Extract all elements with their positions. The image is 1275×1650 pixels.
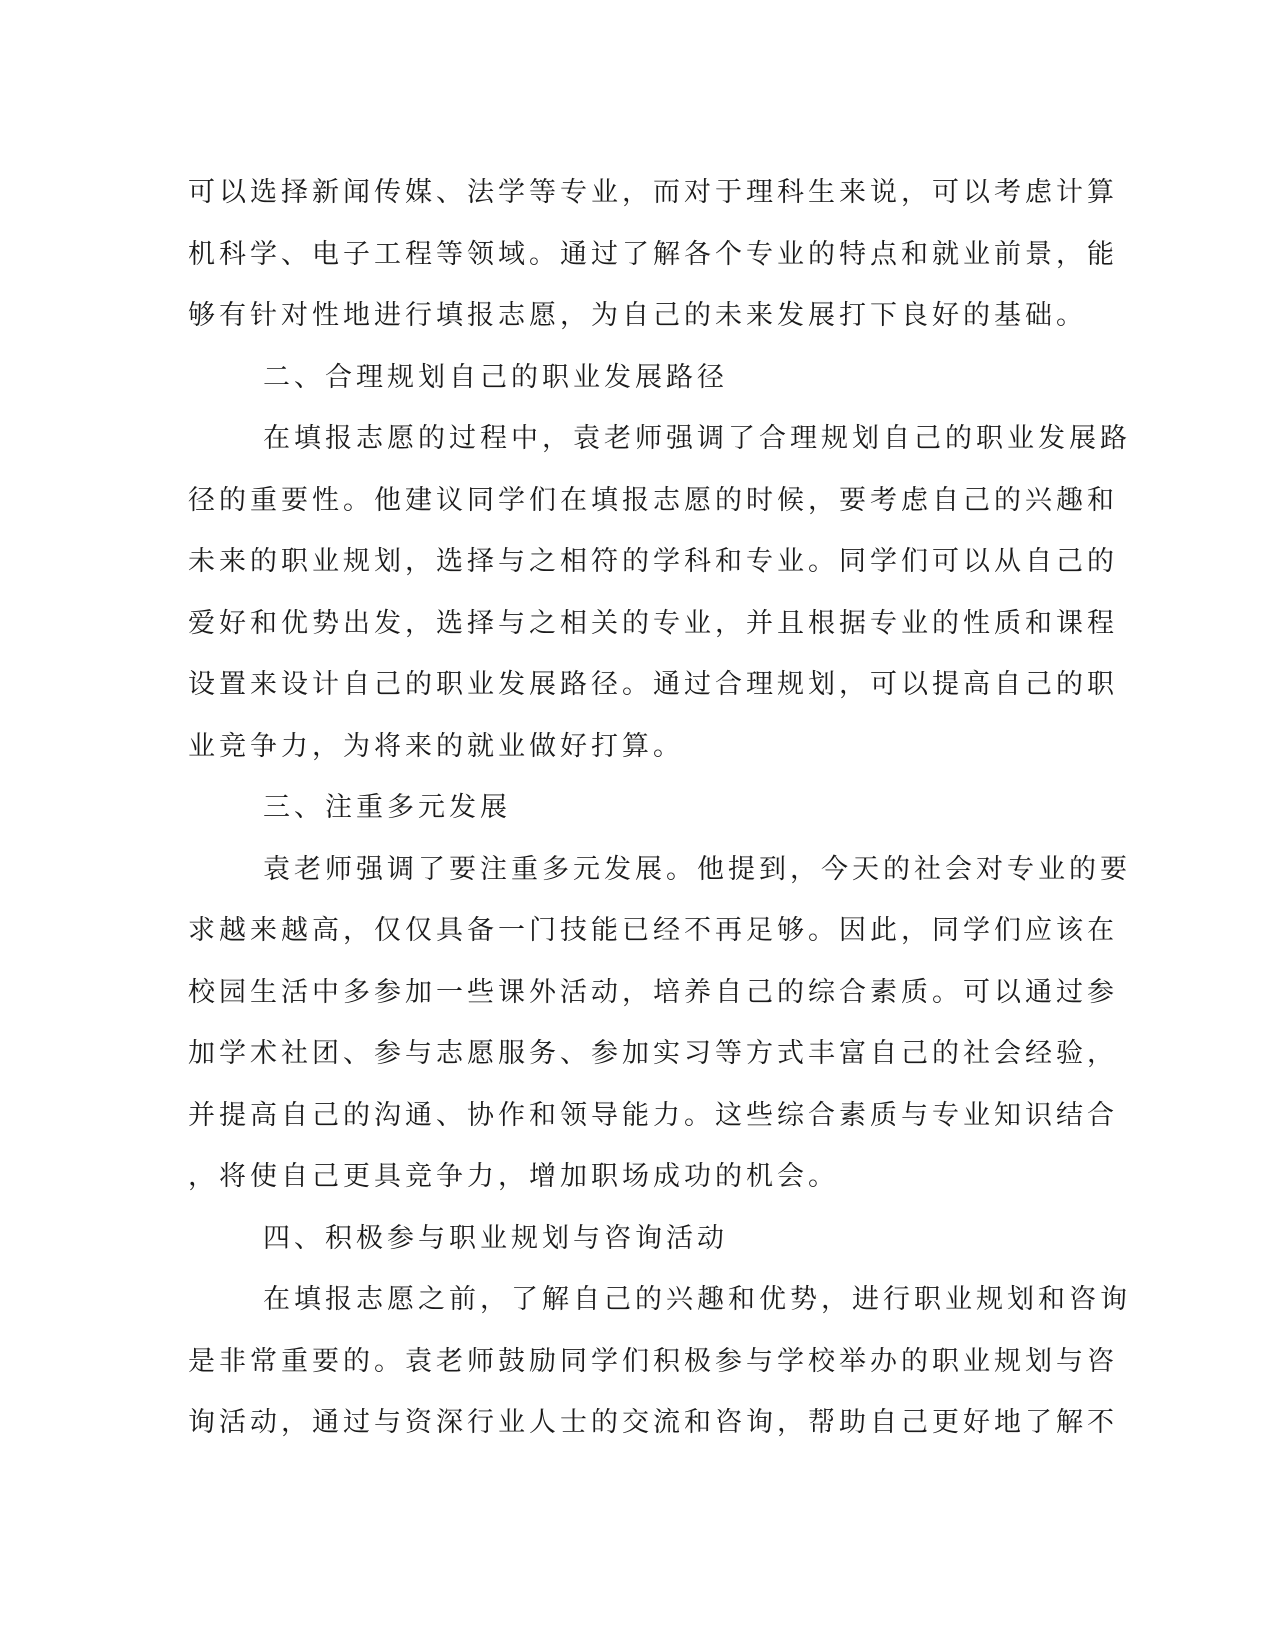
paragraph-start: 袁老师强调了要注重多元发展。他提到，今天的社会对专业的要 (263, 853, 1131, 885)
text-line: 加学术社团、参与志愿服务、参加实习等方式丰富自己的社会经验， (188, 1038, 1118, 1069)
text-line: 可以选择新闻传媒、法学等专业，而对于理科生来说，可以考虑计算 (188, 177, 1118, 208)
section-heading: 四、积极参与职业规划与咨询活动 (263, 1222, 728, 1254)
section-heading: 二、合理规划自己的职业发展路径 (263, 361, 728, 393)
text-line: 机科学、电子工程等领域。通过了解各个专业的特点和就业前景，能 (188, 238, 1118, 270)
text-line: 径的重要性。他建议同学们在填报志愿的时候，要考虑自己的兴趣和 (188, 484, 1118, 516)
text-line: 未来的职业规划，选择与之相符的学科和专业。同学们可以从自己的 (188, 546, 1118, 577)
text-line: 校园生活中多参加一些课外活动，培养自己的综合素质。可以通过参 (188, 976, 1118, 1008)
section-heading: 三、注重多元发展 (263, 792, 511, 823)
paragraph-start: 在填报志愿之前，了解自己的兴趣和优势，进行职业规划和咨询 (263, 1284, 1131, 1315)
text-line: 并提高自己的沟通、协作和领导能力。这些综合素质与专业知识结合 (188, 1099, 1118, 1131)
text-line: 爱好和优势出发，选择与之相关的专业，并且根据专业的性质和课程 (188, 607, 1118, 639)
text-line: 询活动，通过与资深行业人士的交流和咨询，帮助自己更好地了解不 (188, 1407, 1118, 1438)
text-line: 设置来设计自己的职业发展路径。通过合理规划，可以提高自己的职 (188, 669, 1118, 700)
document-body (188, 162, 1131, 1454)
text-line: 是非常重要的。袁老师鼓励同学们积极参与学校举办的职业规划与咨 (188, 1345, 1118, 1377)
paragraph-start: 在填报志愿的过程中，袁老师强调了合理规划自己的职业发展路 (263, 423, 1131, 454)
text-line: 业竞争力，为将来的就业做好打算。 (188, 730, 684, 762)
text-line: 够有针对性地进行填报志愿，为自己的未来发展打下良好的基础。 (188, 300, 1087, 331)
text-line: ，将使自己更具竞争力，增加职场成功的机会。 (188, 1161, 839, 1192)
text-line: 求越来越高，仅仅具备一门技能已经不再足够。因此，同学们应该在 (188, 915, 1118, 946)
